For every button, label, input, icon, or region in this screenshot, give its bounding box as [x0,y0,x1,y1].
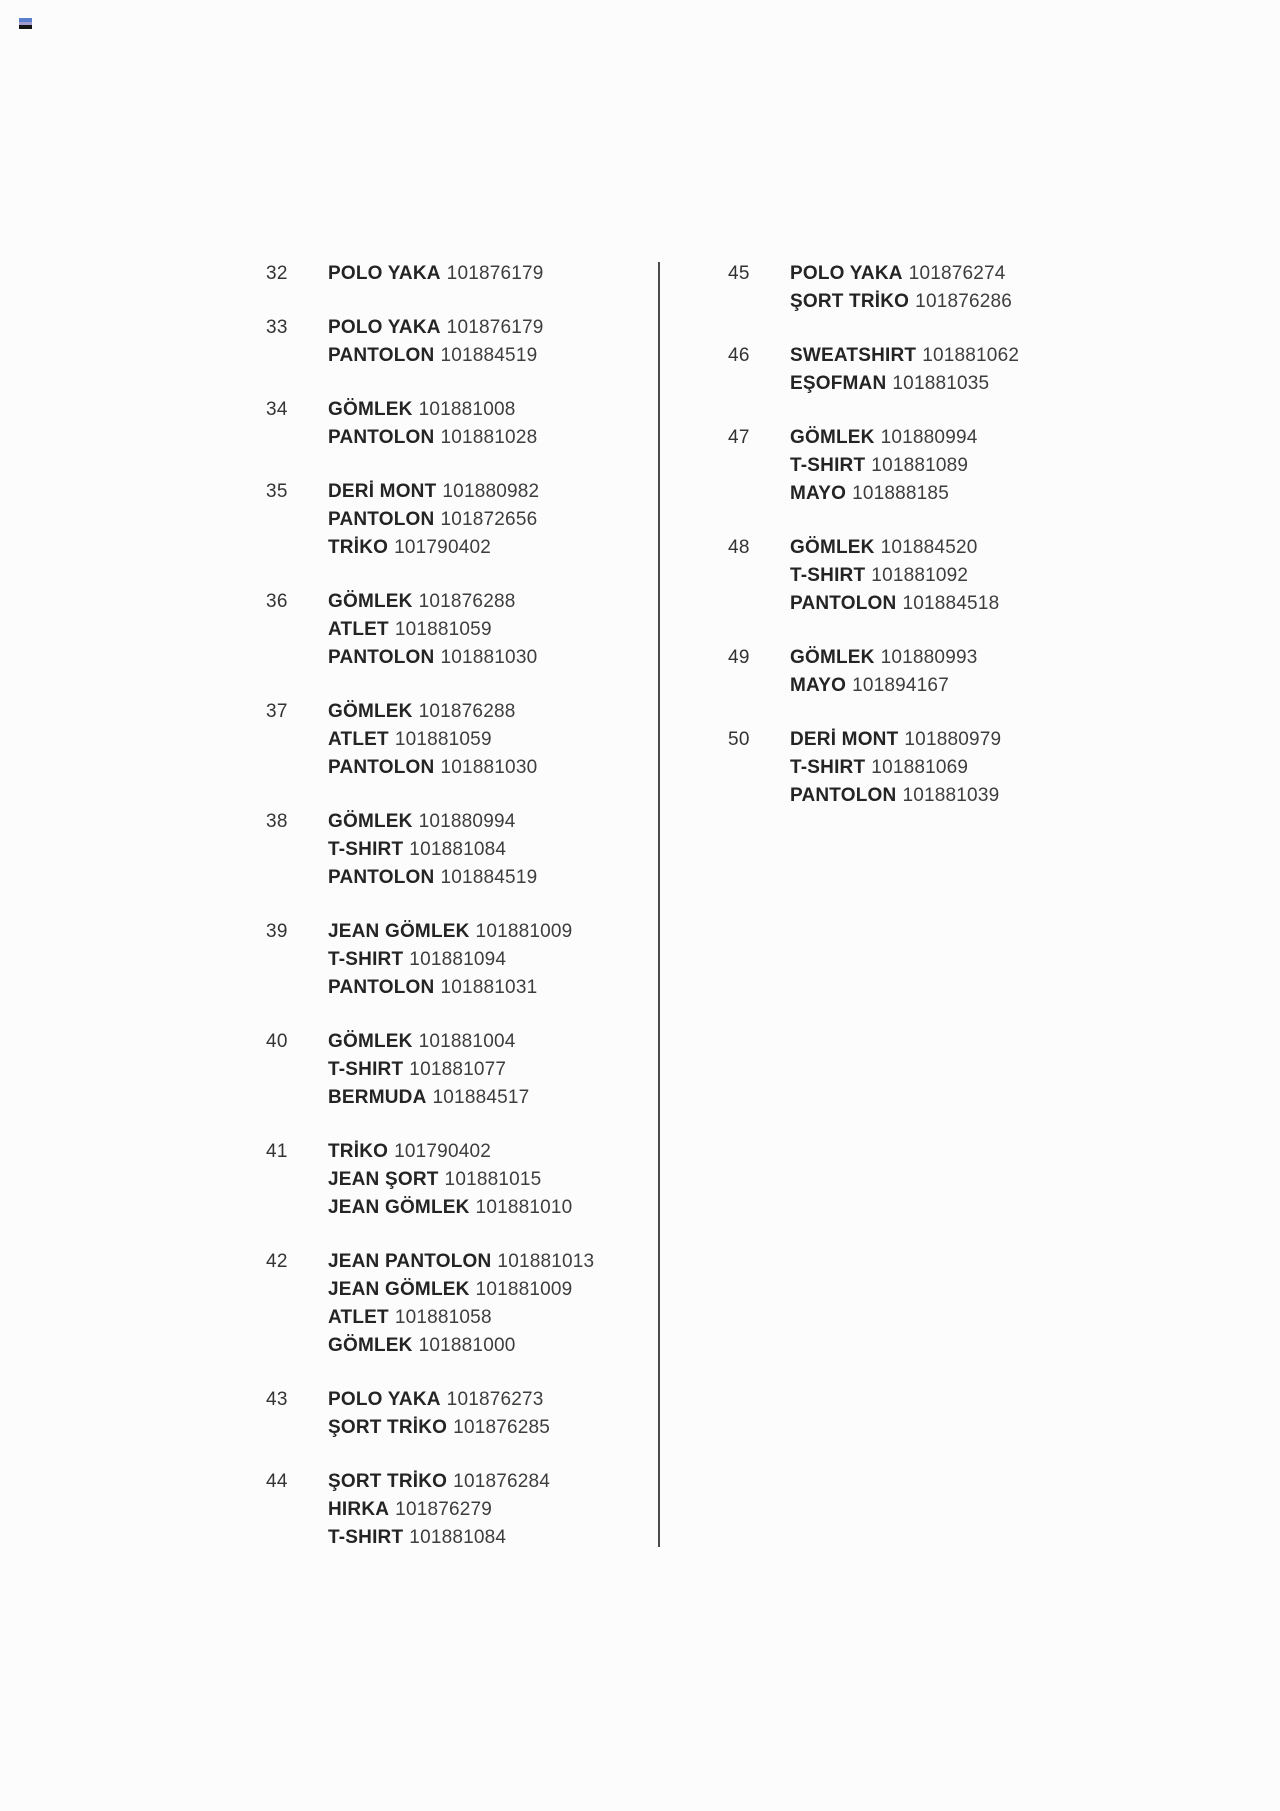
item-code: 101881084 [409,839,507,860]
item-code: 101881059 [394,729,492,750]
item-code: 101881069 [871,757,969,778]
item-line [790,370,1148,398]
item-name: MAYO [790,675,847,696]
item-code: 101884519 [440,345,538,366]
item-code: 101880994 [418,811,516,832]
item-line [328,1414,686,1442]
item-name: T-SHIRT [328,1059,404,1080]
item-line [328,1056,686,1084]
item-code: 101876286 [915,291,1013,312]
item-code: 101876279 [395,1499,493,1520]
item-code: 101881000 [418,1335,516,1356]
item-name: T-SHIRT [790,565,866,586]
list-entry [266,478,686,562]
entry-number: 36 [266,591,288,612]
item-line [328,1166,686,1194]
list-entry [266,588,686,672]
entry-number: 42 [266,1251,288,1272]
entry-items [328,698,686,782]
item-line [328,974,686,1002]
item-code: 101881010 [475,1197,573,1218]
item-line [328,1332,686,1360]
entry-number: 45 [728,263,750,284]
entry-items [328,1468,686,1552]
item-code: 101884517 [432,1087,530,1108]
item-name: T-SHIRT [790,757,866,778]
item-line [328,946,686,974]
item-line [328,1276,686,1304]
item-code: 101881008 [418,399,516,420]
item-line [328,1468,686,1496]
item-code: 101888185 [852,483,949,504]
item-name: JEAN GÖMLEK [328,921,470,942]
item-code: 101876179 [446,263,544,284]
item-line [328,588,686,616]
item-name: HIRKA [328,1499,390,1520]
list-entry [266,918,686,1002]
item-line [790,562,1148,590]
item-code: 101880982 [442,481,540,502]
item-code: 101884519 [440,867,538,888]
item-line [328,396,686,424]
item-line [328,314,686,342]
item-line [328,726,686,754]
item-name: TRİKO [328,1141,389,1162]
item-name: ATLET [328,729,389,750]
list-entry [728,726,1148,810]
entry-items [790,534,1148,618]
list-entry [266,314,686,370]
item-name: PANTOLON [790,593,897,614]
entry-items [790,342,1148,398]
item-line [790,672,1148,700]
item-name: GÖMLEK [328,1031,413,1052]
entry-number: 38 [266,811,288,832]
item-code: 101881009 [475,921,573,942]
item-code: 101881013 [497,1251,595,1272]
item-name: DERİ MONT [790,729,899,750]
item-name: POLO YAKA [328,317,441,338]
item-name: GÖMLEK [328,701,413,722]
item-name: JEAN PANTOLON [328,1251,492,1272]
list-entry [266,1468,686,1552]
item-code: 101881031 [440,977,538,998]
entry-items [328,260,686,288]
list-entry [266,698,686,782]
list-entry [728,260,1148,316]
entry-number: 35 [266,481,288,502]
item-code: 101881030 [440,647,538,668]
item-line [328,1524,686,1552]
item-line [328,260,686,288]
item-name: POLO YAKA [790,263,903,284]
item-name: PANTOLON [328,757,435,778]
item-line [328,424,686,452]
item-code: 101881059 [394,619,492,640]
item-code: 101881089 [871,455,969,476]
item-code: 101881094 [409,949,507,970]
item-line [328,808,686,836]
item-name: GÖMLEK [790,537,875,558]
item-code: 101881015 [444,1169,542,1190]
item-line [790,452,1148,480]
item-line [790,424,1148,452]
item-name: ATLET [328,1307,389,1328]
item-name: ATLET [328,619,389,640]
entry-number: 40 [266,1031,288,1052]
item-name: T-SHIRT [328,949,404,970]
item-line [328,754,686,782]
item-name: ŞORT TRİKO [328,1471,448,1492]
item-name: GÖMLEK [328,811,413,832]
item-code: 101881028 [440,427,538,448]
item-line [328,1194,686,1222]
list-entry [266,808,686,892]
list-entry [266,1138,686,1222]
item-name: PANTOLON [328,427,435,448]
entry-number: 34 [266,399,288,420]
item-line [790,288,1148,316]
item-line [328,1138,686,1166]
item-name: GÖMLEK [328,591,413,612]
item-code: 101881009 [475,1279,573,1300]
entry-items [790,260,1148,316]
list-entry [266,396,686,452]
entry-items [328,1386,686,1442]
item-code: 101880979 [904,729,1002,750]
entry-number: 46 [728,345,750,366]
entry-number: 33 [266,317,288,338]
entry-number: 32 [266,263,288,284]
item-code: 101881077 [409,1059,507,1080]
item-line [328,644,686,672]
item-name: GÖMLEK [790,647,875,668]
item-name: PANTOLON [328,509,435,530]
item-code: 101880993 [880,647,978,668]
list-entry [266,1386,686,1442]
item-name: SWEATSHIRT [790,345,917,366]
item-code: 101880994 [880,427,978,448]
entry-items [328,588,686,672]
item-line [328,1386,686,1414]
item-code: 101881004 [418,1031,516,1052]
entry-items [790,644,1148,700]
item-line [328,1248,686,1276]
item-line [328,1496,686,1524]
item-line [790,782,1148,810]
item-code: 101876179 [446,317,544,338]
item-name: DERİ MONT [328,481,437,502]
item-name: PANTOLON [328,647,435,668]
entry-items [328,918,686,1002]
item-line [328,864,686,892]
entry-number: 41 [266,1141,288,1162]
item-code: 101881058 [394,1307,492,1328]
item-code: 101881039 [902,785,1000,806]
item-line [790,726,1148,754]
item-code: 101876284 [453,1471,551,1492]
entry-number: 48 [728,537,750,558]
product-list-left-column [266,260,686,1552]
entry-items [328,1248,686,1360]
item-line [328,342,686,370]
list-entry [728,342,1148,398]
item-code: 101884518 [902,593,1000,614]
item-line [328,836,686,864]
item-line [790,480,1148,508]
item-code: 101884520 [880,537,978,558]
item-name: MAYO [790,483,847,504]
item-name: BERMUDA [328,1087,427,1108]
list-entry [266,260,686,288]
item-line [790,644,1148,672]
list-entry [728,424,1148,508]
item-line [328,1084,686,1112]
entry-number: 44 [266,1471,288,1492]
item-line [328,698,686,726]
item-line [328,918,686,946]
item-code: 101881062 [922,345,1020,366]
item-name: JEAN ŞORT [328,1169,439,1190]
item-name: POLO YAKA [328,263,441,284]
item-name: GÖMLEK [790,427,875,448]
entry-number: 37 [266,701,288,722]
item-line [790,590,1148,618]
entry-number: 43 [266,1389,288,1410]
list-entry [266,1028,686,1112]
entry-items [790,726,1148,810]
item-line [790,342,1148,370]
item-name: PANTOLON [328,977,435,998]
entry-items [328,314,686,370]
item-code: 101876273 [446,1389,544,1410]
entry-items [328,1028,686,1112]
striped-flag-icon [19,18,32,29]
entry-number: 49 [728,647,750,668]
item-line [328,534,686,562]
entry-number: 39 [266,921,288,942]
entry-items [328,808,686,892]
item-name: PANTOLON [790,785,897,806]
product-list-right-column [728,260,1148,810]
item-name: JEAN GÖMLEK [328,1279,470,1300]
item-name: PANTOLON [328,345,435,366]
item-code: 101876274 [908,263,1006,284]
item-name: GÖMLEK [328,1335,413,1356]
list-entry [266,1248,686,1360]
list-entry [728,534,1148,618]
item-line [790,754,1148,782]
item-name: T-SHIRT [328,839,404,860]
entry-number: 50 [728,729,750,750]
item-code: 101894167 [852,675,949,696]
entry-number: 47 [728,427,750,448]
item-line [328,506,686,534]
item-name: T-SHIRT [328,1527,404,1548]
item-code: 101881084 [409,1527,507,1548]
item-name: JEAN GÖMLEK [328,1197,470,1218]
entry-items [328,1138,686,1222]
item-code: 101881092 [871,565,969,586]
item-code: 101876288 [418,701,516,722]
item-code: 101881030 [440,757,538,778]
item-code: 101876288 [418,591,516,612]
item-name: T-SHIRT [790,455,866,476]
item-line [328,616,686,644]
list-entry [728,644,1148,700]
item-code: 101876285 [453,1417,551,1438]
item-name: TRİKO [328,537,389,558]
item-code: 101790402 [394,1141,492,1162]
item-name: GÖMLEK [328,399,413,420]
item-line [790,534,1148,562]
item-code: 101881035 [892,373,990,394]
icon-stripe-bottom [19,25,32,29]
item-line [790,260,1148,288]
item-line [328,1028,686,1056]
entry-items [790,424,1148,508]
entry-items [328,396,686,452]
item-code: 101790402 [394,537,492,558]
item-code: 101872656 [440,509,538,530]
item-name: ŞORT TRİKO [790,291,910,312]
item-line [328,478,686,506]
item-line [328,1304,686,1332]
item-name: POLO YAKA [328,1389,441,1410]
item-name: ŞORT TRİKO [328,1417,448,1438]
entry-items [328,478,686,562]
item-name: EŞOFMAN [790,373,887,394]
item-name: PANTOLON [328,867,435,888]
